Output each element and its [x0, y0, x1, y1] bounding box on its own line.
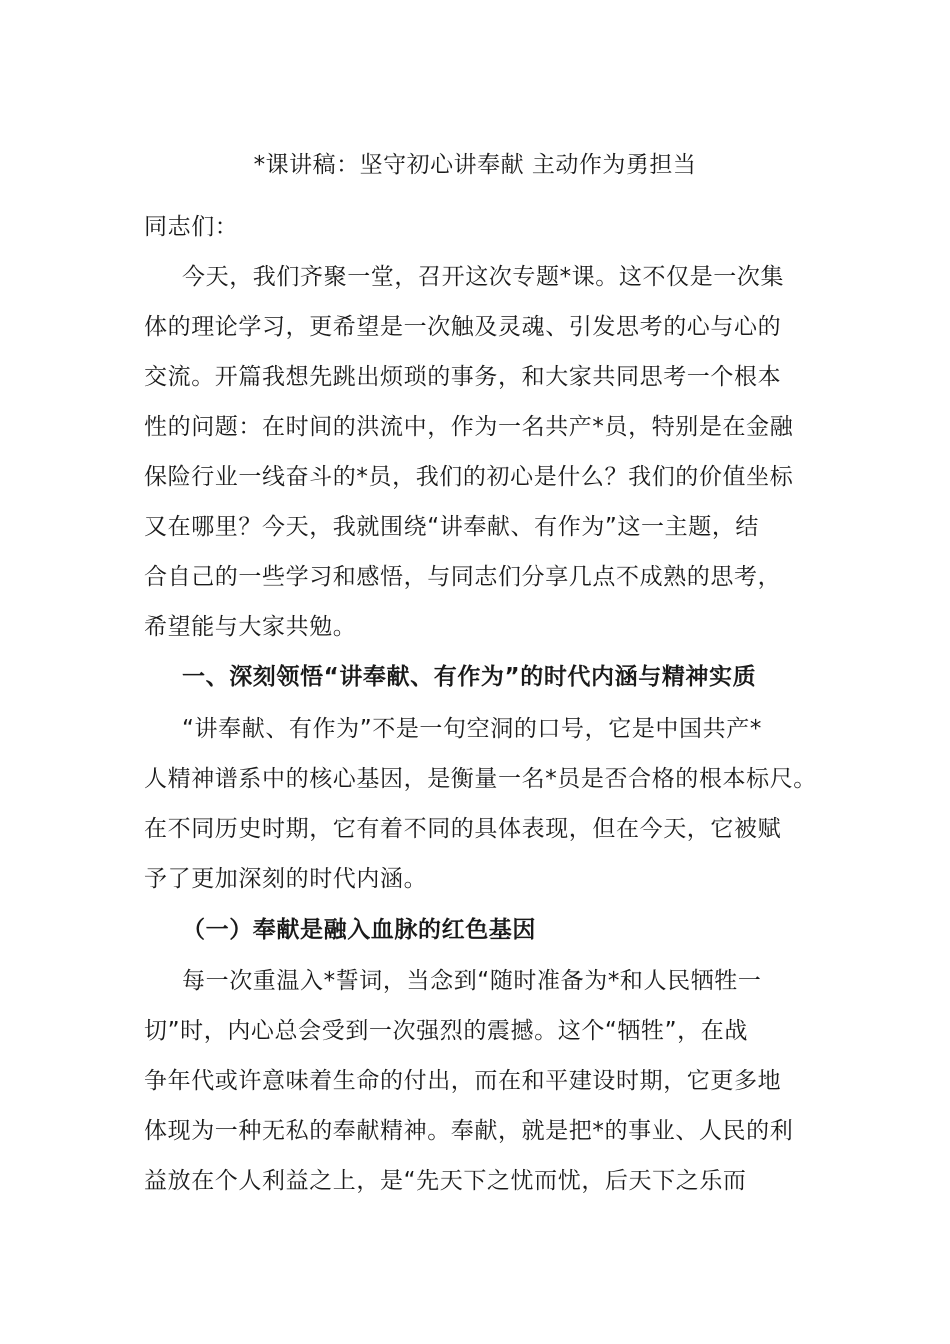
paragraph-line: 切”时，内心总会受到一次强烈的震撼。这个“牺牲”，在战 — [144, 1018, 748, 1044]
paragraph-line: 体的理论学习，更希望是一次触及灵魂、引发思考的心与心的 — [144, 314, 782, 340]
paragraph-line: 交流。开篇我想先跳出烦琐的事务，和大家共同思考一个根本 — [144, 364, 782, 390]
paragraph-line: 人精神谱系中的核心基因，是衡量一名*员是否合格的根本标尺。 — [144, 766, 817, 792]
paragraph-line: 保险行业一线奋斗的*员，我们的初心是什么？我们的价值坐标 — [144, 464, 794, 490]
paragraph-line: 争年代或许意味着生命的付出，而在和平建设时期，它更多地 — [144, 1068, 782, 1094]
paragraph-line: 又在哪里？今天，我就围绕“讲奉献、有作为”这一主题，结 — [144, 514, 760, 540]
paragraph-line: 予了更加深刻的时代内涵。 — [144, 866, 428, 892]
paragraph-line: 在不同历史时期，它有着不同的具体表现，但在今天，它被赋 — [144, 816, 782, 842]
section-heading: 一、深刻领悟“讲奉献、有作为”的时代内涵与精神实质 — [182, 664, 757, 690]
paragraph-line: 希望能与大家共勉。 — [144, 614, 357, 640]
paragraph-line: 每一次重温入*誓词，当念到“随时准备为*和人民牺牲一 — [182, 968, 762, 994]
paragraph-line: 性的问题：在时间的洪流中，作为一名共产*员，特别是在金融 — [144, 414, 794, 440]
paragraph-line: “讲奉献、有作为”不是一句空洞的口号，它是中国共产* — [182, 716, 762, 742]
paragraph-line: 合自己的一些学习和感悟，与同志们分享几点不成熟的思考， — [144, 564, 782, 590]
paragraph-line: 今天，我们齐聚一堂，召开这次专题*课。这不仅是一次集 — [182, 264, 785, 290]
paragraph-line: 益放在个人利益之上，是“先天下之忧而忧，后天下之乐而 — [144, 1168, 747, 1194]
document-title: *课讲稿：坚守初心讲奉献 主动作为勇担当 — [253, 152, 697, 178]
salutation: 同志们： — [144, 214, 239, 240]
paragraph-line: 体现为一种无私的奉献精神。奉献，就是把*的事业、人民的利 — [144, 1118, 794, 1144]
subsection-heading: （一）奉献是融入血脉的红色基因 — [182, 917, 536, 943]
